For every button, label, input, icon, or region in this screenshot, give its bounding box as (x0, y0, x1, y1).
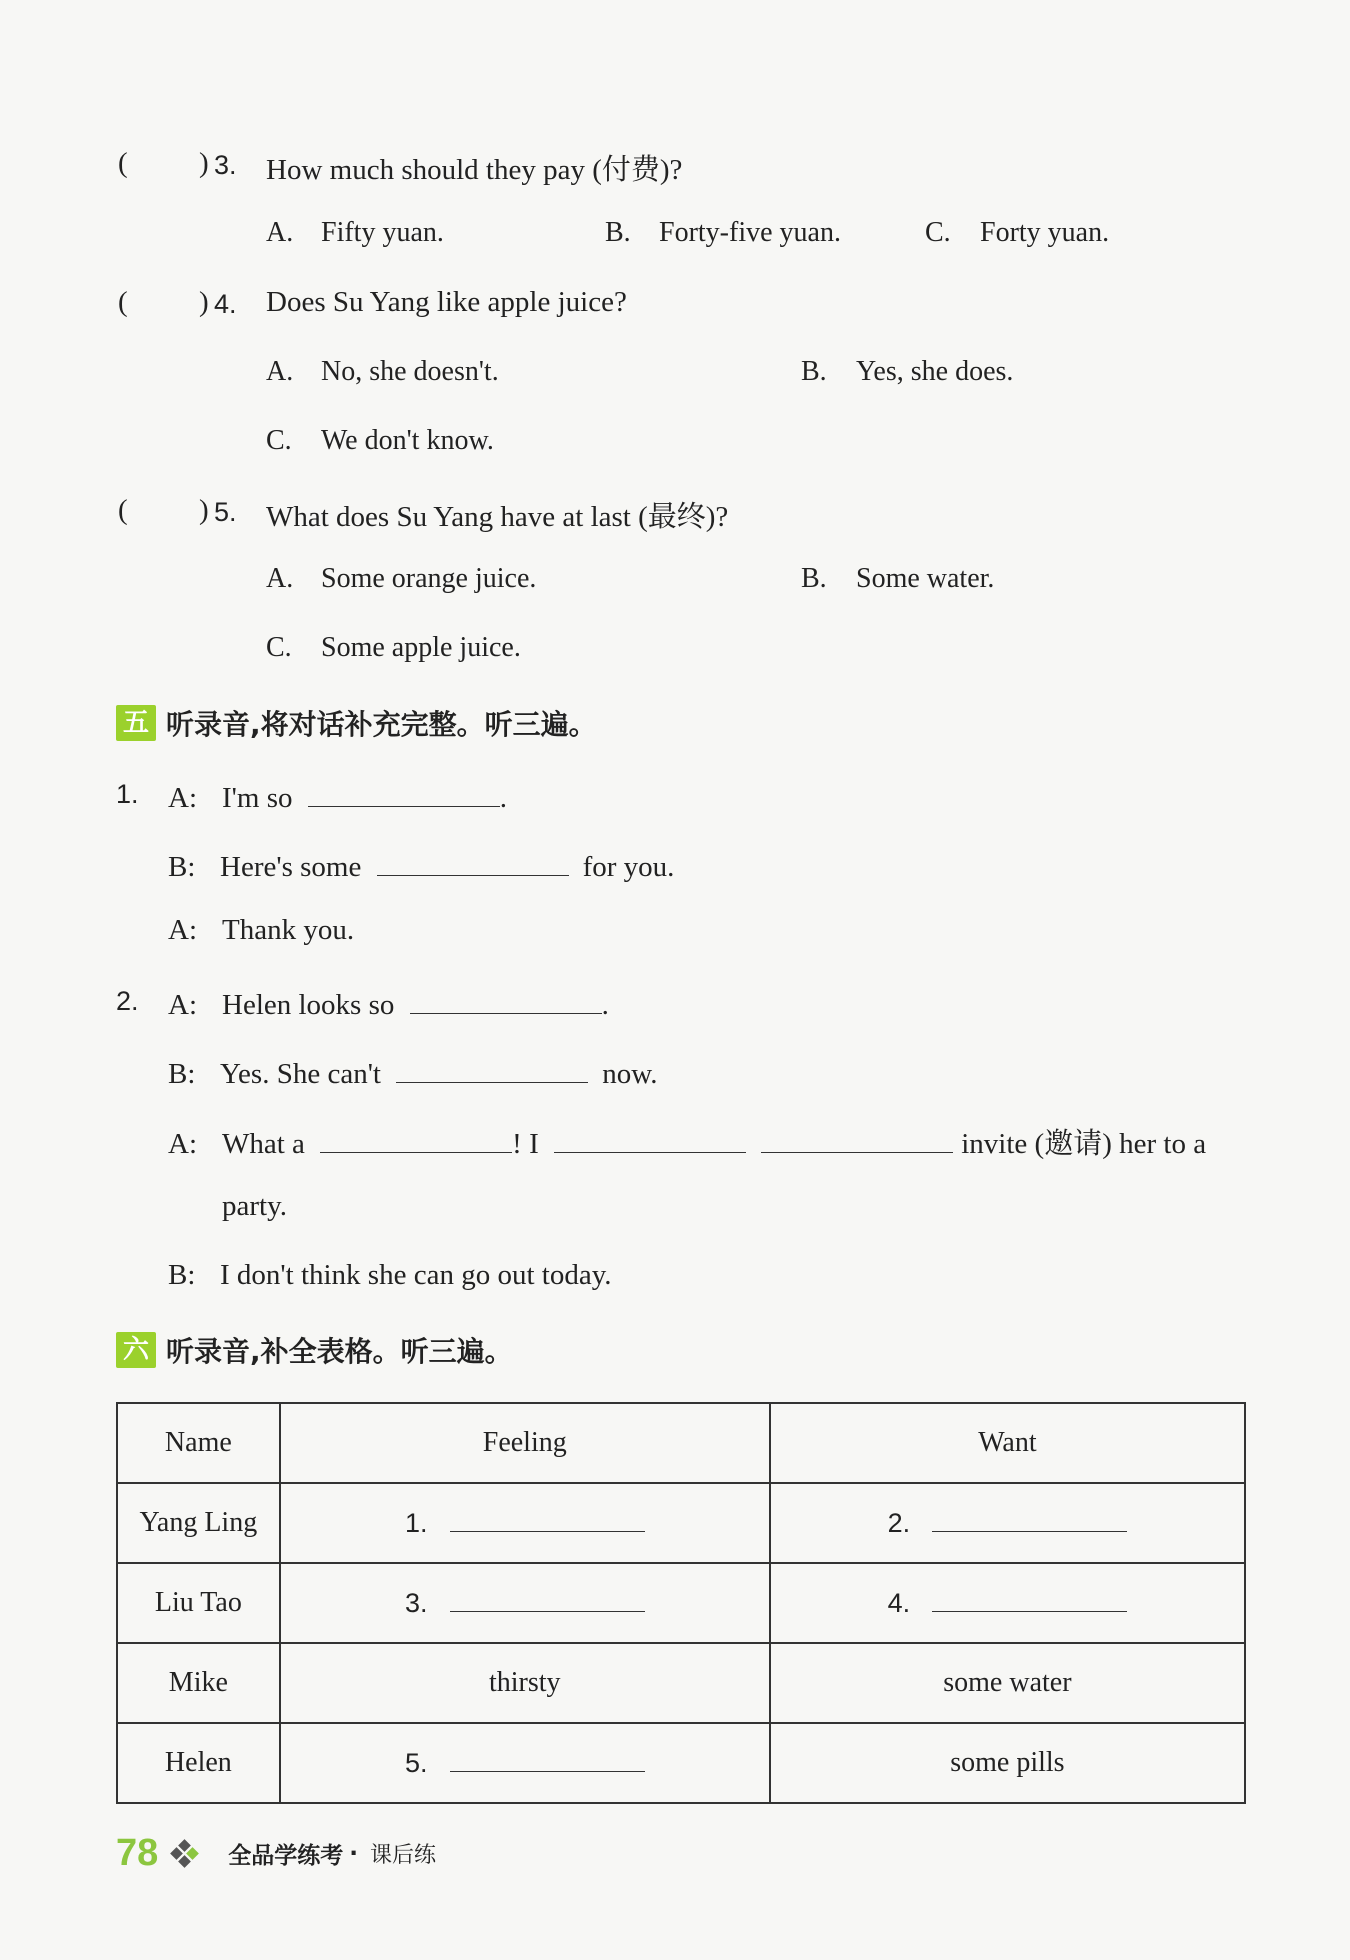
speaker-label: B: (168, 1058, 196, 1090)
option-letter: C. (925, 217, 951, 248)
page-number: 78 (116, 1832, 159, 1874)
option-text: Fifty yuan. (321, 217, 444, 248)
line-text: Yes. She can't (220, 1058, 381, 1090)
brand-name: 全品学练考 (228, 1843, 344, 1869)
line-end: invite (邀请) her to a (961, 1128, 1207, 1160)
fill-blank[interactable] (377, 845, 569, 876)
fill-blank[interactable] (320, 1122, 512, 1153)
fill-blank[interactable] (410, 983, 602, 1014)
question-number: 5. (214, 497, 237, 527)
line-text: What a (222, 1128, 305, 1160)
fill-blank[interactable] (554, 1122, 746, 1153)
option-b (801, 356, 1013, 388)
option-b (801, 563, 994, 595)
table-row (117, 1643, 1245, 1723)
fill-blank[interactable] (450, 1747, 645, 1772)
answer-paren-open: ( (118, 494, 128, 526)
dialogue-line (168, 1259, 612, 1292)
option-text: Forty yuan. (980, 217, 1110, 248)
feeling-cell (280, 1563, 770, 1643)
line-text: I'm so (222, 782, 293, 814)
blank-number: 5. (404, 1747, 428, 1778)
option-c (925, 217, 1109, 249)
feeling-cell (280, 1483, 770, 1563)
option-text: We don't know. (321, 425, 494, 456)
fill-blank[interactable] (450, 1507, 645, 1532)
answer-paren-close: ) (199, 494, 209, 526)
speaker-label: A: (168, 782, 197, 814)
feeling-cell: thirsty (280, 1643, 770, 1723)
section-6-heading (116, 1330, 513, 1370)
page-footer (116, 1832, 436, 1875)
want-cell: some water (770, 1643, 1245, 1723)
answer-paren-open: ( (118, 147, 128, 179)
question-number: 4. (214, 289, 237, 319)
answer-paren-open: ( (118, 286, 128, 318)
name-cell: Helen (117, 1723, 280, 1803)
option-text: Some apple juice. (321, 632, 521, 663)
fill-blank[interactable] (761, 1122, 953, 1153)
dialogue-line (168, 1052, 658, 1091)
section-5-title: 听录音,将对话补充完整。听三遍。 (166, 708, 597, 741)
dialogue-number: 1. (116, 779, 139, 809)
question-text: What does Su Yang have at last (最终)? (266, 501, 729, 533)
dialogue-line (168, 914, 354, 947)
speaker-label: A: (168, 914, 197, 946)
brand-subtitle: 课后练 (370, 1843, 437, 1868)
dialogue-number: 2. (116, 986, 139, 1016)
speaker-label: B: (168, 1259, 196, 1291)
line-end: now. (602, 1058, 658, 1090)
line-mid: ! I (512, 1128, 539, 1160)
dialogue-line (168, 1121, 1206, 1162)
option-c (266, 632, 521, 664)
table-header: Feeling (280, 1403, 770, 1483)
brand-separator: · (349, 1840, 359, 1867)
table-row (117, 1563, 1245, 1643)
option-letter: A. (266, 356, 294, 387)
option-letter: A. (266, 217, 294, 248)
line-text: I don't think she can go out today. (220, 1259, 612, 1291)
answer-paren-close: ) (199, 286, 209, 318)
section-6-badge: 六 (116, 1332, 156, 1368)
line-text: Here's some (220, 851, 362, 883)
name-cell: Liu Tao (117, 1563, 280, 1643)
blank-number: 2. (887, 1507, 911, 1538)
line-text: Thank you. (222, 914, 355, 946)
line-text: Helen looks so (222, 989, 395, 1021)
option-a (266, 217, 444, 249)
dialogue-continuation: party. (222, 1190, 287, 1222)
fill-blank[interactable] (450, 1587, 645, 1612)
line-end: . (499, 782, 507, 814)
blank-number: 4. (887, 1587, 911, 1618)
option-text: Yes, she does. (856, 356, 1014, 387)
speaker-label: A: (168, 1128, 197, 1160)
diamond-ornament-icon (172, 1841, 198, 1867)
line-end: for you. (582, 851, 675, 883)
table-header-row (117, 1403, 1245, 1483)
option-text: Some water. (856, 563, 995, 594)
option-a (266, 563, 536, 595)
question-number: 3. (214, 150, 237, 180)
table-header: Name (117, 1403, 280, 1483)
option-text: No, she doesn't. (321, 356, 499, 387)
table-row (117, 1723, 1245, 1803)
option-text: Some orange juice. (321, 563, 537, 594)
section-5-badge: 五 (116, 705, 156, 741)
line-end: . (601, 989, 609, 1021)
option-c (266, 425, 494, 457)
want-cell: some pills (770, 1723, 1245, 1803)
option-letter: C. (266, 425, 292, 456)
want-cell (770, 1483, 1245, 1563)
blank-number: 1. (404, 1507, 428, 1538)
speaker-label: B: (168, 851, 196, 883)
option-a (266, 356, 499, 388)
fill-blank[interactable] (932, 1587, 1127, 1612)
option-letter: A. (266, 563, 294, 594)
table-header: Want (770, 1403, 1245, 1483)
name-cell: Yang Ling (117, 1483, 280, 1563)
feelings-table (116, 1402, 1246, 1804)
dialogue-line (168, 845, 674, 884)
section-5-heading (116, 703, 597, 743)
feeling-cell (280, 1723, 770, 1803)
fill-blank[interactable] (932, 1507, 1127, 1532)
option-letter: B. (801, 563, 827, 594)
name-cell: Mike (117, 1643, 280, 1723)
speaker-label: A: (168, 989, 197, 1021)
option-b (605, 217, 841, 249)
fill-blank[interactable] (396, 1052, 588, 1083)
table-row (117, 1483, 1245, 1563)
option-letter: B. (801, 356, 827, 387)
dialogue-line (168, 983, 609, 1022)
want-cell (770, 1563, 1245, 1643)
option-letter: B. (605, 217, 631, 248)
section-6-title: 听录音,补全表格。听三遍。 (166, 1335, 513, 1368)
option-letter: C. (266, 632, 292, 663)
option-text: Forty-five yuan. (659, 217, 841, 248)
question-text: Does Su Yang like apple juice? (266, 286, 627, 318)
fill-blank[interactable] (308, 776, 500, 807)
dialogue-line (168, 776, 507, 815)
answer-paren-close: ) (199, 147, 209, 179)
blank-number: 3. (404, 1587, 428, 1618)
question-text: How much should they pay (付费)? (266, 154, 683, 186)
